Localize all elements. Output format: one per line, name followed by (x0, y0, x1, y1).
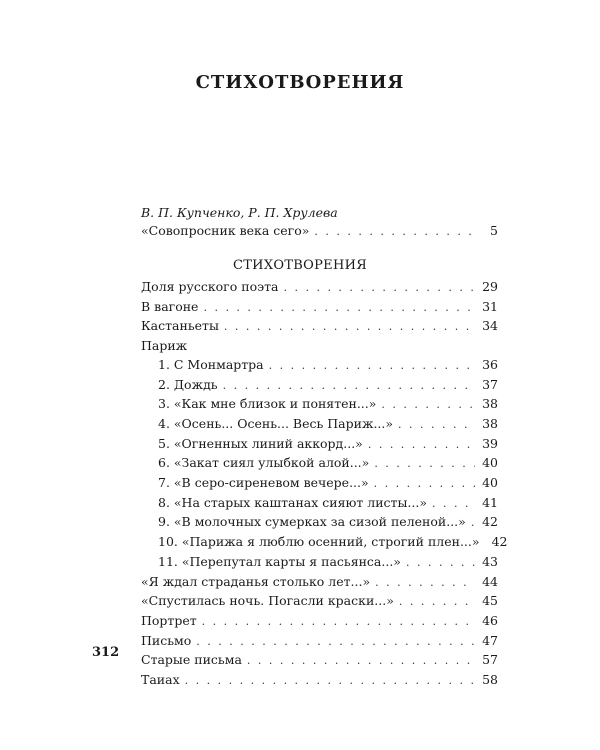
leader-dots (196, 633, 475, 652)
leader-dots (374, 475, 475, 494)
intro-entry (141, 204, 498, 242)
toc-row[interactable] (141, 278, 498, 298)
toc-page: 38 (482, 415, 498, 431)
toc-title: 2. Дождь (158, 376, 218, 392)
toc-row[interactable] (141, 592, 498, 612)
toc-title: 5. «Огненных линий аккорд...» (158, 435, 363, 451)
toc-row[interactable] (141, 395, 498, 415)
toc-row[interactable] (141, 474, 498, 494)
toc-page: 34 (482, 318, 498, 334)
toc-page: 31 (482, 298, 498, 314)
intro-title: «Совопросник века сего» (141, 223, 310, 238)
leader-dots (224, 318, 475, 337)
toc-title: Доля русского поэта (141, 279, 279, 294)
leader-dots (368, 436, 475, 455)
toc-page: 39 (482, 435, 498, 451)
leader-dots (381, 396, 475, 415)
toc-title: 9. «В молочных сумерках за сизой пеленой...» (158, 514, 466, 530)
toc-row[interactable] (141, 317, 498, 337)
toc-title: 10. «Парижа я люблю осенний, строгий плен...» (158, 534, 480, 550)
toc-page: 44 (482, 573, 498, 589)
leader-dots (223, 377, 475, 396)
intro-authors: В. П. Купченко, Р. П. Хрулева (141, 205, 338, 220)
toc-page: 36 (482, 356, 498, 372)
leader-dots (398, 416, 475, 435)
toc-row[interactable] (141, 533, 508, 553)
toc-title: Таиах (141, 672, 180, 688)
toc-page: 42 (491, 534, 508, 550)
toc-row[interactable] (141, 671, 498, 691)
toc-row[interactable] (141, 513, 498, 533)
leader-dots (247, 652, 475, 671)
toc-group-heading: Париж (141, 338, 188, 354)
toc-title: 3. «Как мне близок и понятен...» (158, 396, 377, 412)
toc-page: 40 (482, 475, 498, 491)
toc-page: 38 (482, 396, 498, 412)
toc-page: 43 (482, 553, 498, 569)
leader-dots (375, 574, 475, 593)
toc-row[interactable] (141, 298, 498, 318)
toc-page: 45 (482, 593, 498, 609)
toc-page: 29 (482, 279, 498, 294)
toc-row[interactable] (141, 454, 498, 474)
intro-page-number: 5 (490, 223, 498, 238)
leader-dots (406, 554, 475, 573)
intro-toc-row[interactable] (141, 222, 498, 242)
toc-page: 41 (482, 494, 498, 510)
section-title: СТИХОТВОРЕНИЯ (232, 258, 368, 273)
toc-page: 58 (482, 672, 498, 688)
toc-row[interactable] (141, 435, 498, 455)
leader-dots (283, 279, 475, 298)
toc-title: «Спустилась ночь. Погасли краски...» (141, 593, 394, 609)
leader-dots (269, 357, 475, 376)
toc-title: Письмо (141, 632, 192, 648)
leader-dots (314, 223, 475, 242)
toc-page: 57 (482, 652, 498, 668)
toc-row[interactable] (141, 494, 498, 514)
toc-title: 4. «Осень... Осень... Весь Париж...» (158, 415, 394, 431)
leader-dots (202, 613, 475, 632)
toc-page: 42 (482, 514, 498, 530)
toc-title: 11. «Перепутал карты я пасьянса...» (158, 553, 401, 569)
leader-dots (374, 455, 475, 474)
toc-title: Старые письма (141, 652, 242, 668)
page-number: 312 (92, 645, 120, 660)
toc-title: Кастаньеты (141, 318, 219, 334)
toc-page: 40 (482, 455, 498, 471)
toc-page: 47 (482, 632, 498, 648)
toc-title: 6. «Закат сиял улыбкой алой...» (158, 455, 370, 471)
toc-row[interactable] (141, 632, 498, 652)
leader-dots (203, 299, 475, 318)
leader-dots (399, 593, 475, 612)
leader-dots (471, 514, 475, 533)
toc-title: 8. «На старых каштанах сияют листы...» (158, 494, 427, 510)
toc-row[interactable] (141, 356, 498, 376)
leader-dots (432, 495, 475, 514)
toc-row[interactable] (141, 415, 498, 435)
page-header: СТИХОТВОРЕНИЯ (195, 72, 405, 93)
leader-dots (185, 672, 475, 691)
toc-title: В вагоне (141, 298, 199, 314)
toc-row[interactable] (141, 651, 498, 671)
toc-row[interactable] (141, 376, 498, 396)
toc-title: 7. «В серо-сиреневом вечере...» (158, 475, 369, 491)
toc-title: 1. С Монмартра (158, 356, 264, 372)
toc-title: Портрет (141, 612, 197, 628)
toc-row[interactable] (141, 573, 498, 593)
toc-page: 37 (482, 376, 498, 392)
table-of-contents (141, 278, 508, 691)
toc-title: «Я ждал страданья столько лет...» (141, 573, 371, 589)
toc-row[interactable] (141, 553, 498, 573)
toc-page: 46 (482, 612, 498, 628)
toc-row[interactable] (141, 612, 498, 632)
